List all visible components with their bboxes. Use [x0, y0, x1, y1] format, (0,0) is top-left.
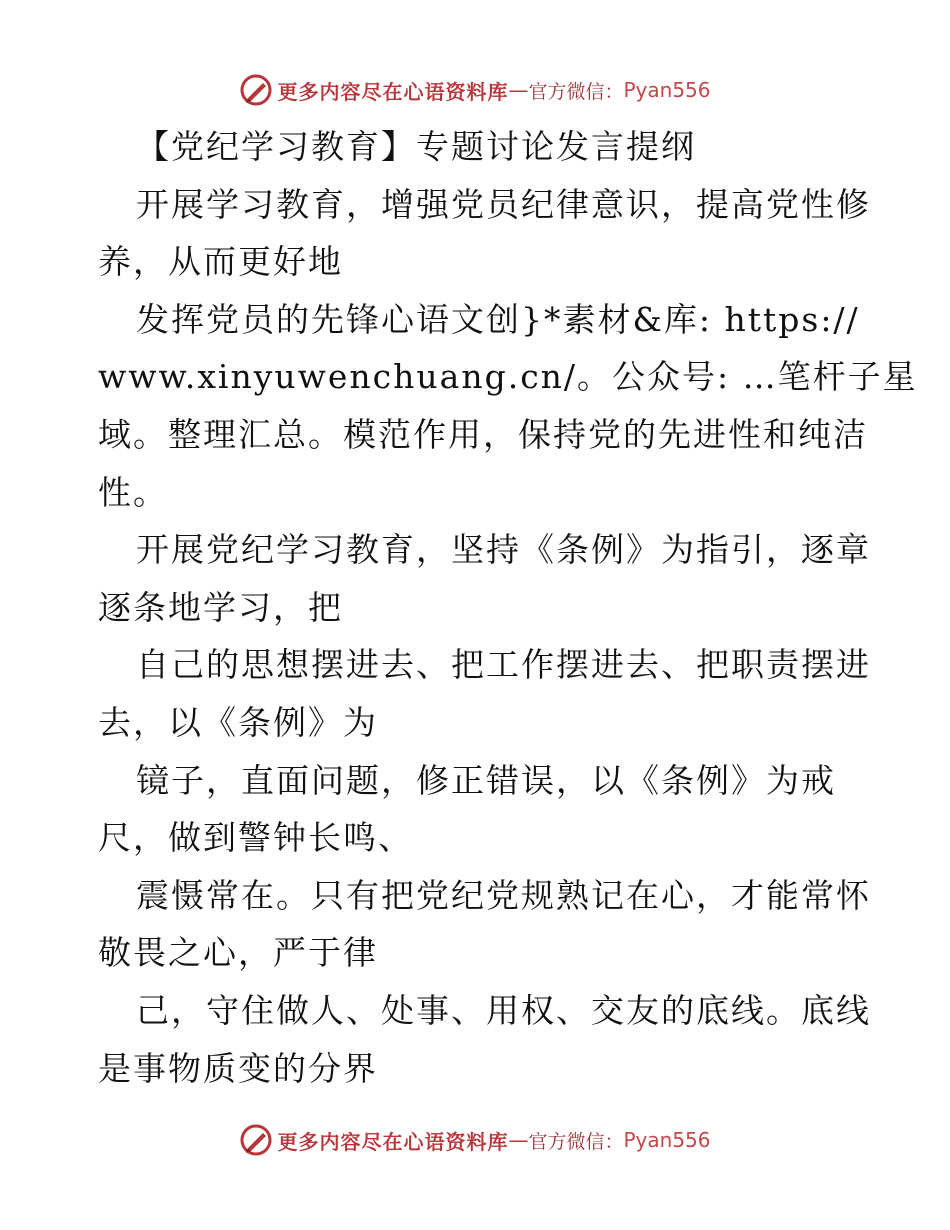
pen-logo-icon: [239, 73, 273, 107]
paragraph-line: 开展党纪学习教育，坚持《条例》为指引，逐章: [136, 530, 871, 570]
paragraph-line: 性。: [98, 472, 168, 512]
wechat-id: Pyan556: [623, 1128, 711, 1152]
paragraph-line: 发挥党员的先锋心语文创}*素材&库: https://: [136, 299, 860, 339]
banner-text: 更多内容尽在心语资料库: [277, 79, 509, 104]
paragraph-line: 镜子，直面问题，修正错误，以《条例》为戒: [136, 760, 836, 800]
pen-logo-icon: [239, 1123, 273, 1157]
header-banner: [0, 70, 950, 110]
document-title: 【党纪学习教育】专题讨论发言提纲: [136, 127, 696, 166]
footer-banner: [0, 1120, 950, 1160]
banner-text: 更多内容尽在心语资料库: [277, 1129, 509, 1154]
paragraph-line: www.xinyuwenchuang.cn/。公众号: …笔杆子星: [98, 357, 918, 397]
banner-separator: —: [508, 78, 529, 102]
paragraph-line: 己，守住做人、处事、用权、交友的底线。底线: [136, 990, 871, 1030]
paragraph-line: 尺，做到警钟长鸣、: [98, 818, 413, 858]
wechat-label: 官方微信：: [528, 80, 624, 103]
banner-separator: —: [508, 1128, 529, 1152]
paragraph-line: 是事物质变的分界: [98, 1048, 378, 1088]
paragraph-line: 养，从而更好地: [98, 242, 343, 282]
paragraph-line: 域。整理汇总。模范作用，保持党的先进性和纯洁: [98, 414, 868, 454]
paragraph-line: 自己的思想摆进去、把工作摆进去、把职责摆进: [136, 645, 871, 685]
paragraph-line: 去，以《条例》为: [98, 702, 378, 742]
paragraph-line: 敬畏之心，严于律: [98, 933, 378, 973]
wechat-id: Pyan556: [623, 78, 711, 102]
wechat-label: 官方微信：: [528, 1130, 624, 1153]
paragraph-line: 震慑常在。只有把党纪党规熟记在心，才能常怀: [136, 875, 871, 915]
paragraph-line: 逐条地学习，把: [98, 587, 343, 627]
document-body: [98, 118, 918, 1097]
paragraph-line: 开展学习教育，增强党员纪律意识，提高党性修: [136, 184, 871, 224]
